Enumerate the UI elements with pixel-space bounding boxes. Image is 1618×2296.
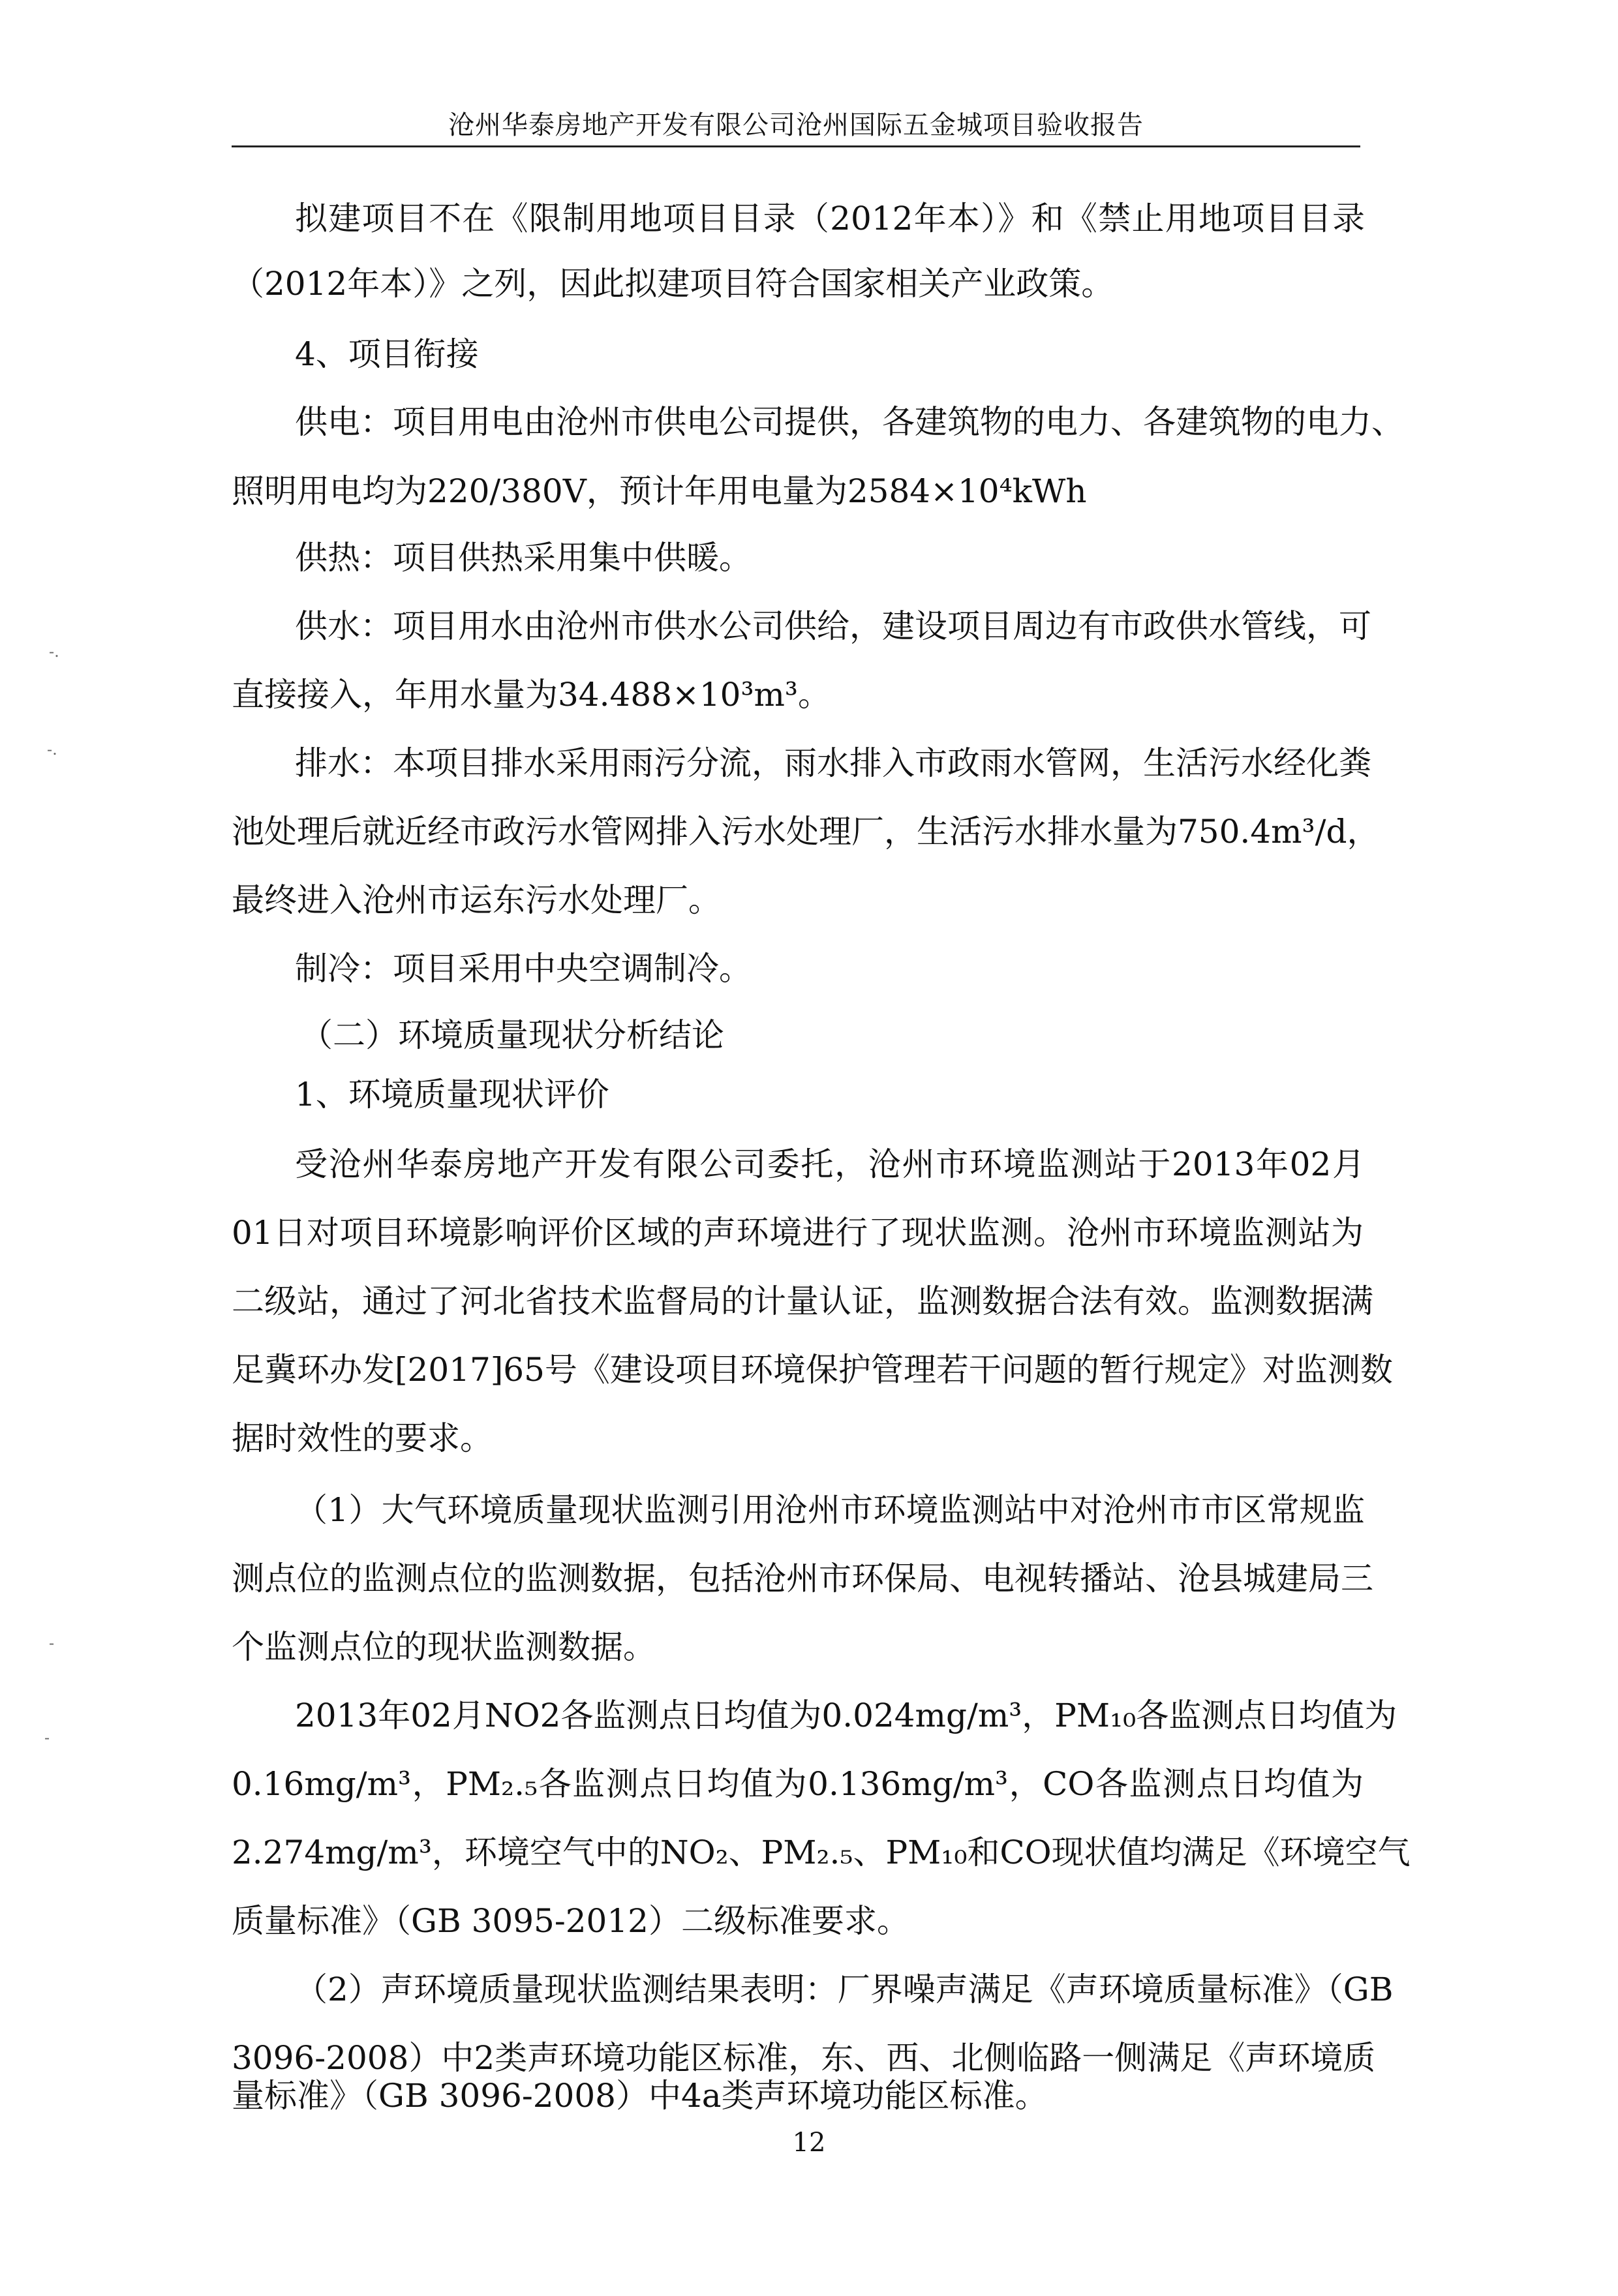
paragraph-line: 供水：项目用水由沧州市供水公司供给，建设项目周边有市政供水管线，可 xyxy=(295,607,1371,645)
section-heading: 4、项目衔接 xyxy=(295,335,479,373)
paragraph-line: 测点位的监测点位的监测数据，包括沧州市环保局、电视转播站、沧县城建局三 xyxy=(232,1560,1373,1597)
paragraph-line: 受沧州华泰房地产开发有限公司委托，沧州市环境监测站于2013年02月 xyxy=(295,1145,1365,1183)
section-heading: （二）环境质量现状分析结论 xyxy=(300,1016,724,1054)
paragraph-line: 据时效性的要求。 xyxy=(232,1419,493,1457)
paragraph-line: 池处理后就近经市政污水管网排入污水处理厂，生活污水排水量为750.4m³/d， xyxy=(232,813,1380,851)
paragraph-line: 照明用电均为220/380V，预计年用电量为2584×10⁴kWh xyxy=(232,472,1087,510)
scan-speck: - xyxy=(44,1729,50,1747)
scan-speck: -. xyxy=(49,642,59,661)
paragraph-line: （2）声环境质量现状监测结果表明：厂界噪声满足《声环境质量标准》（GB xyxy=(295,1971,1394,2008)
paragraph-line: 个监测点位的现状监测数据。 xyxy=(232,1628,656,1666)
paragraph-line: 拟建项目不在《限制用地项目目录（2012年本）》和《禁止用地项目目录 xyxy=(295,200,1365,237)
paragraph-line: 二级站，通过了河北省技术监督局的计量认证，监测数据合法有效。监测数据满 xyxy=(232,1282,1373,1320)
page-number: 12 xyxy=(792,2128,826,2158)
scan-speck: -. xyxy=(47,740,57,759)
paragraph-line: （1）大气环境质量现状监测引用沧州市环境监测站中对沧州市市区常规监 xyxy=(295,1491,1365,1529)
paragraph-line: 供热：项目供热采用集中供暖。 xyxy=(295,539,752,577)
section-heading: 1、环境质量现状评价 xyxy=(295,1076,609,1113)
page-header: 沧州华泰房地产开发有限公司沧州国际五金城项目验收报告 xyxy=(448,110,1144,140)
paragraph-line: 0.16mg/m³，PM₂.₅各监测点日均值为0.136mg/m³，CO各监测点日均值为 xyxy=(232,1765,1364,1803)
paragraph-line: 2.274mg/m³，环境空气中的NO₂、PM₂.₅、PM₁₀和CO现状值均满足《环境空气 xyxy=(232,1834,1411,1871)
paragraph-line: 排水：本项目排水采用雨污分流，雨水排入市政雨水管网，生活污水经化粪 xyxy=(295,744,1371,782)
paragraph-line: 01日对项目环境影响评价区域的声环境进行了现状监测。沧州市环境监测站为 xyxy=(232,1214,1364,1252)
paragraph-line: 最终进入沧州市运东污水处理厂。 xyxy=(232,881,721,919)
paragraph-line: 足冀环办发[2017]65号《建设项目环境保护管理若干问题的暂行规定》对监测数 xyxy=(232,1351,1393,1389)
paragraph-line: 3096-2008）中2类声环境功能区标准，东、西、北侧临路一侧满足《声环境质 xyxy=(232,2039,1376,2077)
scan-speck: - xyxy=(49,1634,55,1652)
paragraph-line: 制冷：项目采用中央空调制冷。 xyxy=(295,950,752,988)
paragraph-line: 供电：项目用电由沧州市供电公司提供，各建筑物的电力、各建筑物的电力、 xyxy=(295,403,1404,441)
paragraph-line: 质量标准》（GB 3095-2012）二级标准要求。 xyxy=(232,1902,909,1940)
paragraph-line: 直接接入，年用水量为34.488×10³m³。 xyxy=(232,676,831,714)
paragraph-line: 量标准》（GB 3096-2008）中4a类声环境功能区标准。 xyxy=(232,2077,1048,2115)
paragraph-line: 2013年02月NO2各监测点日均值为0.024mg/m³，PM₁₀各监测点日均值为 xyxy=(295,1697,1397,1734)
header-rule xyxy=(232,145,1360,147)
paragraph-line: （2012年本）》之列，因此拟建项目符合国家相关产业政策。 xyxy=(232,265,1114,303)
